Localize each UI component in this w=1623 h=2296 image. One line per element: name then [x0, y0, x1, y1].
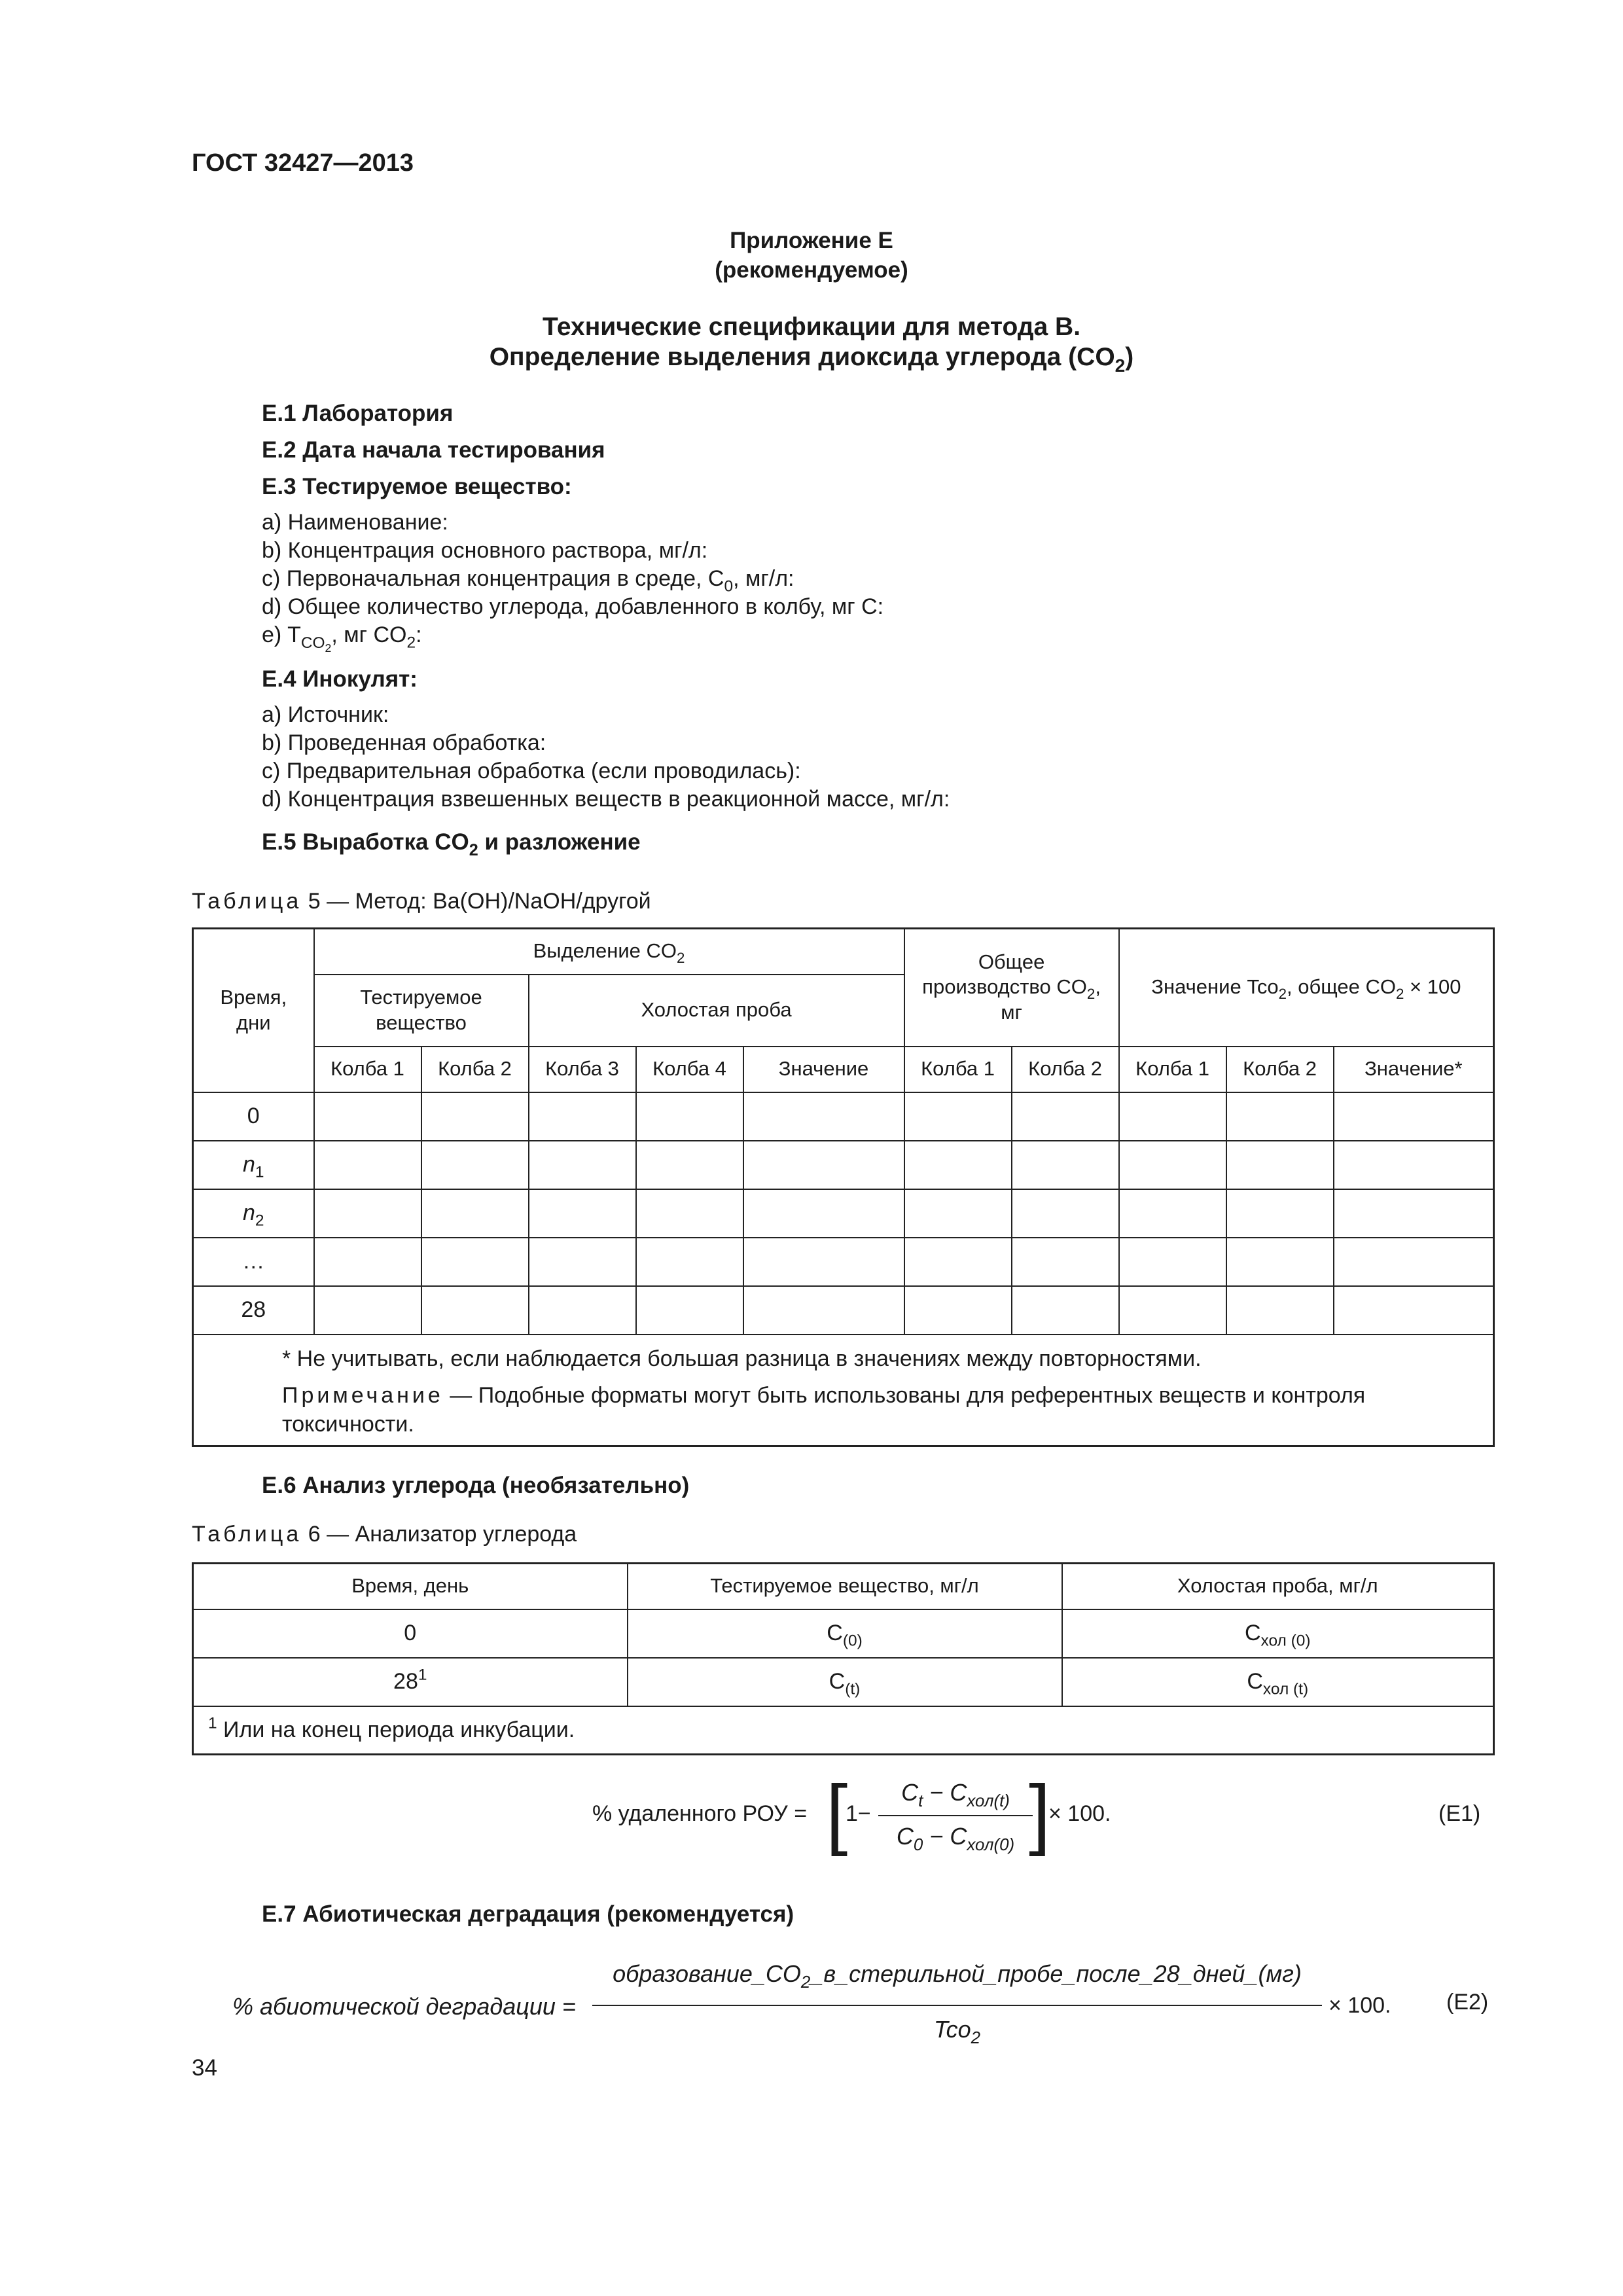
section-e4: Е.4 Инокулят: — [262, 666, 418, 692]
table-row — [193, 1609, 1494, 1658]
formula-e2-denominator: Tco$_2$ — [933, 2016, 981, 2048]
table-row — [193, 1141, 1494, 1189]
e4-item-c: c) Предварительная обработка (если проводилась): — [262, 759, 801, 783]
appendix-subtitle: (рекомендуемое) — [715, 257, 908, 283]
table5-value-header: Значение Tco$_2$, общее $CO_2 \times 100$ — [1119, 929, 1494, 1047]
e3-item-a: a) Наименование: — [262, 510, 448, 535]
table6 — [192, 1562, 1495, 1755]
table6-cell: $28^1$ — [193, 1658, 628, 1706]
table-row — [193, 1238, 1494, 1286]
main-title-line2: Определение выделения диоксида углерода $(CO_2)$ — [489, 343, 1134, 376]
document-header: ГОСТ 32427—2013 — [192, 149, 414, 177]
appendix-title: Приложение Е — [730, 228, 893, 253]
e4-item-d: d) Концентрация взвешенных веществ в реакционной массе, мг/л: — [262, 787, 950, 812]
formula-e2-times: × 100. — [1329, 1993, 1391, 2018]
table5-subheader: Колба 1 — [1119, 1047, 1226, 1092]
table5-subheader: Колба 1 — [314, 1047, 421, 1092]
table6-cell: 0 — [193, 1609, 628, 1658]
table6-cell: $C_{(t)}$ — [628, 1658, 1062, 1706]
table5-subheader: Колба 2 — [1226, 1047, 1334, 1092]
table5 — [192, 927, 1495, 1447]
table5-footnote: * Не учитывать, если наблюдается большая разница в значениях между повторностями. — [282, 1346, 1202, 1371]
e3-item-e: e) $T_{CO_2}$, мг $CO_2$: — [262, 622, 422, 655]
table5-total-header: Общее производство $CO_2$, мг — [904, 929, 1119, 1047]
section-e3: Е.3 Тестируемое вещество: — [262, 474, 572, 499]
section-e6: Е.6 Анализ углерода (необязательно) — [262, 1473, 690, 1498]
row-label: $n_1$ — [193, 1141, 314, 1189]
table5-blank-header: Холостая проба — [529, 975, 904, 1047]
section-e1: Е.1 Лаборатория — [262, 401, 454, 426]
table6-header-blank: Холостая проба, мг/л — [1062, 1564, 1494, 1609]
table5-subheader: Колба 1 — [904, 1047, 1012, 1092]
table5-note: Примечание — Подобные форматы могут быть использованы для референтных веществ и контроля токсичности. — [282, 1382, 1366, 1437]
e3-item-c: c) Первоначальная концентрация в среде, $C_0$, мг/л: — [262, 566, 794, 596]
table5-subheader-row — [193, 1047, 1494, 1092]
table6-caption: Таблица 6 — Анализатор углерода — [192, 1522, 577, 1547]
row-label: … — [193, 1238, 314, 1286]
table6-cell: $C_{хол (t)}$ — [1062, 1658, 1494, 1706]
formula-e1-right-bracket: ] — [1029, 1769, 1051, 1857]
table6-cell: $C_{(0)}$ — [628, 1609, 1062, 1658]
table5-caption: Таблица 5 — Метод: Ba(OH)/NaOH/другой — [192, 889, 651, 914]
table5-co2-release-header: Выделение $CO_2$ — [314, 929, 904, 975]
row-label: 28 — [193, 1286, 314, 1335]
section-e2: Е.2 Дата начала тестирования — [262, 437, 605, 463]
formula-e1-times: × 100. — [1048, 1801, 1111, 1826]
e3-item-d: d) Общее количество углерода, добавленного в колбу, мг С: — [262, 594, 884, 619]
formula-e1-fraction-line — [878, 1815, 1033, 1816]
table5-subheader: Колба 3 — [529, 1047, 636, 1092]
formula-e2-fraction-line — [592, 2005, 1322, 2006]
table6-header-time: Время, день — [193, 1564, 628, 1609]
formula-e2-numerator: $образование\_CO_2\_в\_стерильной\_пробе\_после\_28\_дней\_(мг)$ — [613, 1960, 1302, 1992]
table-row — [193, 1658, 1494, 1706]
section-e7: Е.7 Абиотическая деградация (рекомендуется) — [262, 1901, 794, 1927]
table5-subheader: Колба 4 — [636, 1047, 743, 1092]
table5-subheader: Значение — [743, 1047, 904, 1092]
table-row — [193, 1092, 1494, 1141]
table5-subheader: Колба 2 — [421, 1047, 529, 1092]
row-label: $n_2$ — [193, 1189, 314, 1238]
formula-e1-one-minus: 1− — [846, 1801, 871, 1826]
row-label: 0 — [193, 1092, 314, 1141]
e4-item-b: b) Проведенная обработка: — [262, 730, 546, 755]
formula-e1-label: (Е1) — [1438, 1801, 1481, 1826]
section-e5: Е.5 Выработка $CO_2$ и разложение — [262, 829, 641, 859]
table6-footnote: $^1$ Или на конец периода инкубации. — [193, 1706, 1494, 1755]
e4-item-a: a) Источник: — [262, 702, 389, 727]
main-title-line1: Технические спецификации для метода В. — [542, 313, 1081, 341]
table6-header-test: Тестируемое вещество, мг/л — [628, 1564, 1062, 1609]
formula-e1-denominator: $C_0 - C_{хол(0)}$ — [896, 1823, 1015, 1855]
table5-time-header: Время, дни — [193, 929, 314, 1092]
table6-cell: $C_{хол (0)}$ — [1062, 1609, 1494, 1658]
table5-notes — [193, 1335, 1494, 1446]
formula-e2-label: (Е2) — [1446, 1990, 1489, 2015]
table5-subheader: Значение* — [1334, 1047, 1494, 1092]
table-row — [193, 1189, 1494, 1238]
formula-e1-numerator: $C_t - C_{хол(t)}$ — [901, 1779, 1010, 1811]
formula-e1-left-bracket: [ — [826, 1769, 848, 1857]
table5-subheader: Колба 2 — [1012, 1047, 1119, 1092]
e3-item-b: b) Концентрация основного раствора, мг/л: — [262, 538, 708, 563]
formula-e1-lhs: % удаленного РОУ = — [592, 1801, 808, 1826]
table-row — [193, 1286, 1494, 1335]
table5-test-substance-header: Тестируемое вещество — [314, 975, 529, 1047]
formula-e2-lhs: % абиотической деградации = — [232, 1993, 576, 2020]
page-number: 34 — [192, 2055, 217, 2081]
